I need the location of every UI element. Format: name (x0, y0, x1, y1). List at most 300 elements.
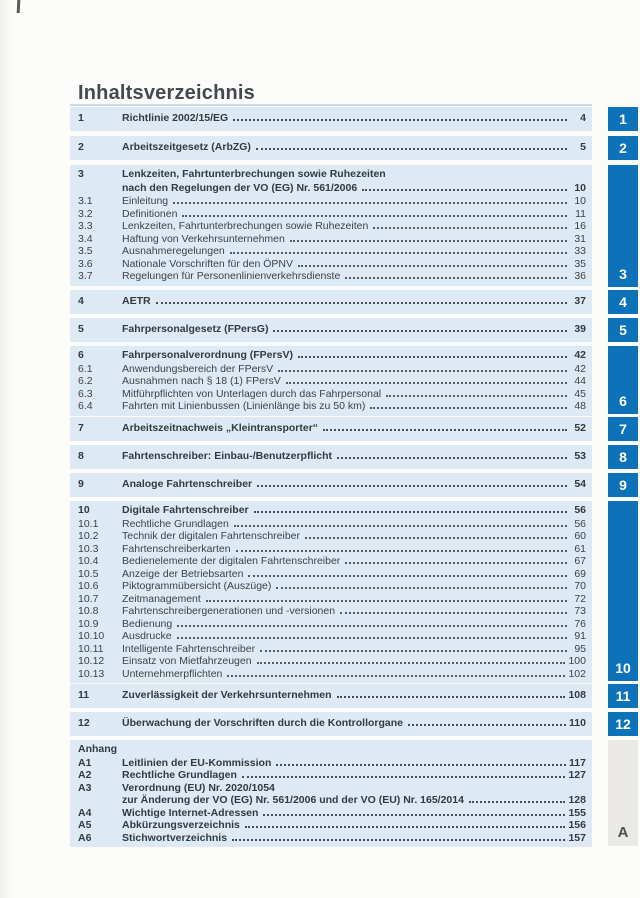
toc-entry-number: 10.2 (78, 530, 99, 543)
toc-group (70, 684, 592, 708)
toc-entry-page: 11 (575, 207, 586, 220)
toc-entry (70, 208, 592, 221)
toc-entry (70, 782, 592, 807)
toc-entry (70, 450, 592, 464)
toc-group (70, 107, 592, 131)
toc-entry-line (122, 112, 586, 126)
scan-artifact (17, 0, 21, 13)
toc-entry (70, 643, 592, 656)
toc-entry-number: A1 (78, 756, 92, 769)
dot-leader (182, 215, 567, 217)
dot-leader (276, 764, 566, 766)
toc-entry-line (122, 504, 586, 518)
toc-entry-body (122, 769, 586, 782)
toc-entry-body (122, 233, 586, 246)
dot-leader (290, 240, 567, 242)
toc-entry-line (122, 593, 586, 606)
toc-entry-body (122, 375, 586, 388)
toc-entry-line (122, 141, 586, 155)
toc-entry-number: 2 (78, 141, 84, 153)
toc-entry-number: A6 (78, 831, 92, 844)
toc-entry (70, 112, 592, 126)
toc-entry-page: 128 (568, 794, 586, 807)
toc-entry-line (122, 375, 586, 388)
toc-entry-body (122, 568, 586, 581)
toc-entry-page: 60 (574, 530, 586, 543)
toc-entry-line (122, 233, 586, 246)
toc-entry-line (122, 530, 586, 543)
toc-entry-title: Fahrpersonalgesetz (FPersG) (122, 323, 269, 335)
toc-entry-line (122, 388, 586, 401)
toc-entry-body (122, 643, 586, 656)
toc-entry-page: 16 (574, 220, 586, 233)
toc-entry-page: 10 (574, 181, 586, 194)
toc-entry-number: 4 (78, 295, 84, 307)
toc-entry-number: A2 (78, 769, 92, 782)
toc-entry-title: Piktogrammübersicht (Auszüge) (122, 580, 272, 593)
toc-entry-title-continued: nach den Regelungen der VO (EG) Nr. 561/2006 (122, 181, 358, 194)
toc-entry-line (122, 580, 586, 593)
dot-leader (234, 525, 567, 527)
toc-entry (70, 323, 592, 337)
toc-entry-line (122, 422, 586, 436)
toc-entry (70, 568, 592, 581)
toc-entry-page: 53 (574, 450, 586, 462)
toc-entry-body (122, 208, 586, 221)
toc-entry-number: A3 (78, 781, 92, 794)
toc-entry-page: 91 (574, 630, 586, 643)
toc-entry (70, 375, 592, 388)
tab-label: 3 (619, 266, 627, 282)
toc-entry-number: A4 (78, 806, 92, 819)
toc-entry-line (122, 655, 586, 668)
toc-entry-page: 54 (574, 478, 586, 490)
toc-entry-line (122, 618, 586, 631)
toc-entry-page: 35 (574, 257, 586, 270)
toc-entry-body (122, 112, 586, 126)
dot-leader (408, 724, 566, 726)
toc-entry-line (122, 605, 586, 618)
tab-label: 8 (619, 449, 627, 465)
tab-chapter-10 (608, 501, 638, 681)
toc-entry-title: Nationale Vorschriften für den ÖPNV (122, 257, 294, 270)
toc-entry-body (122, 295, 586, 309)
tab-label: 4 (619, 294, 627, 310)
toc-group (70, 501, 592, 683)
toc-entry (70, 605, 592, 618)
toc-entry-body (122, 349, 586, 363)
dot-leader (254, 511, 567, 513)
tab-chapter-9 (608, 473, 638, 497)
toc-entry-number: 3.3 (78, 220, 93, 233)
toc-entry-body (122, 655, 586, 668)
toc-entry-title: Ausnahmen nach § 18 (1) FPersV (122, 375, 281, 388)
toc-entry-line (122, 555, 586, 568)
toc-entry (70, 195, 592, 208)
toc-entry-number: 3.4 (78, 232, 93, 245)
dot-leader (177, 637, 567, 639)
dot-leader (236, 550, 567, 552)
toc-entry-line (122, 295, 586, 309)
toc-entry-number: 9 (78, 478, 84, 490)
toc-entry (70, 530, 592, 543)
tab-chapter-6 (608, 346, 638, 414)
title-rule (70, 104, 592, 106)
toc-entry-body (122, 618, 586, 631)
toc-entry-title: Analoge Fahrtenschreiber (122, 478, 253, 490)
toc-entry (70, 655, 592, 668)
toc-entry-title: Fahrpersonalverordnung (FPersV) (122, 349, 293, 361)
toc-entry-number: 3.6 (78, 257, 93, 270)
toc-group (70, 136, 592, 160)
tab-label: 1 (619, 111, 627, 127)
toc-entry-title: Haftung von Verkehrsunternehmen (122, 232, 285, 245)
toc-entry-title: Wichtige Internet-Adressen (122, 806, 259, 819)
toc-entry-line (122, 208, 586, 221)
toc-entry-line (122, 182, 586, 196)
toc-entry-title: Fahrtenschreiberkarten (122, 542, 231, 555)
toc-entry-line (122, 568, 586, 581)
tab-label: 11 (615, 688, 631, 704)
dot-leader (276, 587, 567, 589)
toc-entry-title: Arbeitszeitgesetz (ArbZG) (122, 141, 251, 153)
dot-leader (177, 625, 567, 627)
toc-entry-page: 42 (574, 362, 586, 375)
toc-group (70, 165, 592, 286)
toc-entry-title: Fahrtenschreibergenerationen und -versionen (122, 605, 336, 618)
toc-group (70, 290, 592, 314)
toc-entry-title: Einleitung (122, 195, 169, 208)
dot-leader (232, 839, 565, 841)
toc-entry-body (122, 245, 586, 258)
dot-leader (230, 252, 567, 254)
tab-label: A (617, 824, 629, 841)
toc-entry-page: 52 (574, 422, 586, 434)
toc-entry-line (122, 717, 586, 731)
toc-entry-page: 102 (568, 667, 586, 680)
toc-group (70, 417, 592, 441)
dot-leader (362, 189, 567, 191)
toc-entry-number: 10.9 (78, 617, 99, 630)
toc-entry-page: 36 (574, 270, 586, 283)
toc-entry-number: 10.11 (78, 642, 104, 655)
toc-entry-body (122, 363, 586, 376)
toc-entry-body (122, 717, 586, 731)
dot-leader (248, 575, 567, 577)
toc-entry-line (122, 689, 586, 703)
toc-entry-body (122, 450, 586, 464)
toc-entry-title: Intelligente Fahrtenschreiber (122, 642, 256, 655)
toc-entry-body (122, 757, 586, 770)
toc-entry-number: 3.2 (78, 207, 93, 220)
toc-entry-title: Ausdrucke (122, 630, 172, 643)
toc-entry-number: 10.10 (78, 630, 105, 643)
toc-entry-body (122, 593, 586, 606)
toc-entry (70, 422, 592, 436)
toc-entry-body (122, 518, 586, 531)
tab-chapter-2 (608, 136, 638, 160)
toc-entry-number: 3 (78, 168, 84, 180)
toc-group (70, 473, 592, 497)
toc-entry-line (122, 258, 586, 271)
dot-leader (298, 356, 567, 358)
toc-entry-number: 3.5 (78, 245, 93, 258)
toc-entry-body (122, 819, 586, 832)
toc-entry-title: Lenkzeiten, Fahrtunterbrechungen sowie Ruhezeiten (122, 220, 369, 233)
toc-entry (70, 245, 592, 258)
toc-entry-title: Rechtliche Grundlagen (122, 769, 237, 782)
toc-entry-line (122, 668, 586, 681)
toc-entry-page: 45 (574, 387, 586, 400)
toc-entry-line (122, 168, 586, 182)
dot-leader (233, 119, 567, 121)
toc-group (70, 740, 592, 847)
toc-entry (70, 832, 592, 845)
toc-group (70, 346, 592, 416)
toc-entry-number: 10.3 (78, 542, 99, 555)
toc-entry-line (122, 769, 586, 782)
toc-entry-page: 157 (568, 831, 586, 844)
dot-leader (242, 776, 566, 778)
toc-entry-body (122, 220, 586, 233)
toc-entry (70, 668, 592, 681)
dot-leader (278, 370, 567, 372)
dot-leader (323, 429, 567, 431)
toc-entry-number: 5 (78, 323, 84, 335)
toc-entry-line (122, 518, 586, 531)
dot-leader (257, 485, 567, 487)
toc-entry-page: 44 (574, 375, 586, 388)
dot-leader (256, 148, 567, 150)
toc-entry-line (122, 245, 586, 258)
toc-entry-body (122, 258, 586, 271)
toc-entry-page: 72 (574, 592, 586, 605)
dot-leader (298, 265, 567, 267)
dot-leader (245, 826, 566, 828)
toc-entry-number: 10.13 (78, 667, 105, 680)
toc-entry-line (122, 400, 586, 413)
toc-entry-title: Verordnung (EU) Nr. 2020/1054 (122, 781, 275, 794)
toc-entry-number: 6.4 (78, 400, 93, 413)
toc-entry-number: 6.2 (78, 375, 93, 388)
toc-group (70, 712, 592, 736)
dot-leader (260, 650, 567, 652)
toc-entry (70, 717, 592, 731)
toc-entry-page: 117 (569, 756, 586, 769)
toc-entry (70, 543, 592, 556)
tab-label: 12 (615, 716, 631, 732)
toc-entry (70, 233, 592, 246)
tab-label: 9 (619, 477, 627, 493)
toc-entry-body (122, 504, 586, 518)
toc-entry-title: Leitlinien der EU-Kommission (122, 756, 272, 769)
toc-entry-page: 156 (568, 819, 586, 832)
toc-entry-title: Definitionen (122, 207, 178, 220)
toc-entry (70, 618, 592, 631)
toc-entry-title: Richtlinie 2002/15/EG (122, 112, 229, 124)
toc-entry (70, 400, 592, 413)
toc-entry-title: Anzeige der Betriebsarten (122, 567, 244, 580)
toc-entry-body (122, 422, 586, 436)
toc-entry-line (122, 630, 586, 643)
toc-entry-title: Einsatz von Mietfahrzeugen (122, 655, 252, 668)
toc-entry-number: 10.5 (78, 567, 99, 580)
toc-entry (70, 363, 592, 376)
toc-entry-line (122, 819, 586, 832)
dot-leader (305, 537, 567, 539)
toc-entry-line (122, 643, 586, 656)
toc-entry-number: 7 (78, 422, 84, 434)
toc-entry-number: Anhang (78, 743, 118, 755)
dot-leader (257, 662, 566, 664)
toc-entry-body (122, 668, 586, 681)
page-title: Inhaltsverzeichnis (78, 82, 255, 104)
tab-label: 2 (619, 140, 627, 156)
toc-entry (70, 504, 592, 518)
toc-entry-body (122, 141, 586, 155)
toc-entry-line (122, 220, 586, 233)
dot-leader (345, 562, 567, 564)
toc-entry-title: Stichwortverzeichnis (122, 831, 228, 844)
toc-entry-line (122, 195, 586, 208)
toc-entry-title: Ausnahmeregelungen (122, 245, 225, 258)
tab-chapter-8 (608, 445, 638, 469)
toc-entry-page: 69 (574, 567, 586, 580)
toc-entry-line (122, 807, 586, 820)
toc-entry-line (122, 478, 586, 492)
toc-entry-page: 10 (574, 195, 586, 208)
tab-label: 6 (619, 393, 627, 409)
toc-entry-body (122, 630, 586, 643)
toc-entry-page: 155 (568, 806, 586, 819)
toc-entry-number: 6.3 (78, 387, 93, 400)
toc-entry-title: Anwendungsbereich der FPersV (122, 362, 274, 375)
toc-entry-page: 37 (574, 295, 586, 307)
toc-entry-number: 10.6 (78, 580, 99, 593)
toc-entry-title: Regelungen für Personenlinienverkehrsdienste (122, 270, 341, 283)
toc-entry-body (122, 782, 586, 807)
toc-entry-page: 70 (574, 580, 586, 593)
tab-chapter-11 (608, 684, 638, 708)
toc-entry-title: Digitale Fahrtenschreiber (122, 504, 249, 516)
toc-entry-number: 10.4 (78, 555, 99, 568)
tab-chapter-1 (608, 107, 638, 131)
toc-entry-page: 4 (580, 112, 586, 124)
toc-group (70, 445, 592, 469)
toc-entry-page: 42 (574, 349, 586, 361)
dot-leader (337, 696, 566, 698)
toc-entry (70, 757, 592, 770)
toc-entry (70, 220, 592, 233)
toc-entry (70, 295, 592, 309)
tab-appendix (608, 740, 638, 846)
toc-entry-body (122, 689, 586, 703)
toc-entry-line (122, 757, 586, 770)
toc-entry-body (122, 832, 586, 845)
toc-entry-title: Fahrten mit Linienbussen (Linienlänge bis zu 50 km) (122, 400, 366, 413)
toc-entry-body (122, 400, 586, 413)
toc-entry-page: 108 (568, 689, 586, 701)
toc-entry-number: 6 (78, 349, 84, 361)
toc-entry-line (122, 450, 586, 464)
toc-entry (70, 819, 592, 832)
toc-entry-body (122, 530, 586, 543)
toc-entry-title: Unternehmerpflichten (122, 667, 223, 680)
toc-entry-body (122, 195, 586, 208)
toc-entry-title: Mitführpflichten von Unterlagen durch das Fahrpersonal (122, 387, 382, 400)
toc-entry-number: 10 (78, 504, 90, 516)
toc-entry-title: Bedienelemente der digitalen Fahrtenschreiber (122, 555, 341, 568)
toc-entry-body (122, 323, 586, 337)
toc-entry-body (122, 605, 586, 618)
toc-entry-number: 10.12 (78, 655, 105, 668)
toc-entry-title: Rechtliche Grundlagen (122, 517, 229, 530)
tab-chapter-4 (608, 290, 638, 314)
toc-entry (70, 258, 592, 271)
dot-leader (173, 202, 567, 204)
dot-leader (469, 801, 566, 803)
toc-entry (70, 580, 592, 593)
toc-entry-number: A5 (78, 819, 92, 832)
dot-leader (273, 330, 567, 332)
toc-entry-number: 1 (78, 112, 84, 124)
dot-leader (206, 600, 567, 602)
tab-chapter-7 (608, 417, 638, 441)
toc-entry-page: 73 (574, 605, 586, 618)
toc-entry-title: Zuverlässigkeit der Verkehrsunternehmen (122, 689, 332, 701)
tab-chapter-12 (608, 712, 638, 736)
toc-entry-page: 127 (568, 769, 586, 782)
toc-entry-number: 8 (78, 450, 84, 462)
toc-entry-number: 3.1 (78, 195, 93, 208)
dot-leader (345, 277, 567, 279)
dot-leader (340, 612, 567, 614)
toc-group (70, 318, 592, 342)
toc-entry (70, 478, 592, 492)
toc-entry-page: 39 (574, 323, 586, 335)
toc-entry (70, 168, 592, 195)
toc-entry-body (122, 388, 586, 401)
toc-entry-number: 10.1 (78, 517, 99, 530)
toc-entry-number: 12 (78, 717, 90, 729)
toc-entry-line (122, 782, 586, 795)
toc-entry (70, 270, 592, 283)
toc-entry (70, 518, 592, 531)
toc-entry-title: Abkürzungsverzeichnis (122, 819, 240, 832)
toc-entry-page: 33 (574, 245, 586, 258)
toc-entry-body (122, 543, 586, 556)
toc-entry-title: Lenkzeiten, Fahrtunterbrechungen sowie Ruhezeiten (122, 168, 386, 180)
toc-entry-body (122, 168, 586, 195)
toc-entry-number: 6.1 (78, 362, 93, 375)
toc-entry-page: 5 (580, 141, 586, 153)
toc-entry (70, 630, 592, 643)
toc-entry-line (122, 832, 586, 845)
toc-entry (70, 743, 592, 757)
toc-entry-page: 56 (574, 517, 586, 530)
toc-entry-number: 11 (78, 689, 90, 701)
toc-entry (70, 141, 592, 155)
dot-leader (337, 457, 567, 459)
toc-entry-number: 3.7 (78, 270, 93, 283)
toc-entry-line (122, 349, 586, 363)
toc-entry-page: 31 (574, 232, 586, 245)
dot-leader (227, 675, 565, 677)
toc-entry-page: 48 (574, 400, 586, 413)
tab-label: 5 (619, 322, 627, 338)
dot-leader (373, 227, 567, 229)
tab-chapter-3 (608, 165, 638, 287)
